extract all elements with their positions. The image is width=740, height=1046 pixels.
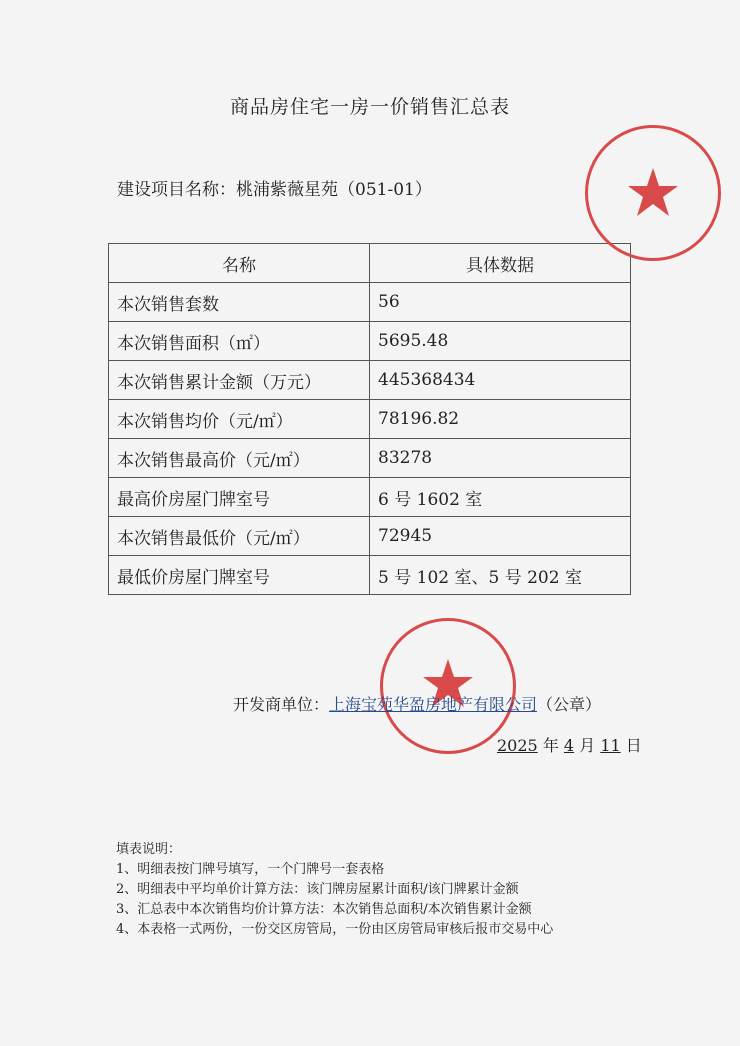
table-row — [109, 517, 631, 556]
table-row — [109, 556, 631, 595]
row-value: 5695.48 — [370, 322, 631, 361]
row-value: 72945 — [370, 517, 631, 556]
filling-notes — [116, 840, 553, 940]
developer-suffix: （公章） — [537, 695, 602, 714]
table-row — [109, 322, 631, 361]
row-value: 83278 — [370, 439, 631, 478]
page-title: 商品房住宅一房一价销售汇总表 — [229, 96, 510, 118]
note-item: 2、明细表中平均单价计算方法：该门牌房屋累计面积/该门牌累计金额 — [116, 882, 519, 897]
date-year-unit: 年 — [542, 736, 559, 755]
date-year: 2025 — [497, 736, 538, 755]
row-label: 本次销售最高价（元/㎡） — [109, 439, 370, 478]
table-row — [109, 361, 631, 400]
notes-heading: 填表说明： — [116, 842, 182, 857]
row-label: 本次销售累计金额（万元） — [109, 361, 370, 400]
date-day: 11 — [600, 736, 621, 755]
summary-table — [108, 243, 631, 595]
row-value: 445368434 — [370, 361, 631, 400]
table-row — [109, 283, 631, 322]
header-name: 名称 — [109, 244, 370, 283]
table-header-row — [109, 244, 631, 283]
note-item: 3、汇总表中本次销售均价计算方法：本次销售总面积/本次销售累计金额 — [116, 902, 532, 917]
developer-name: 上海宝苑华盈房地产有限公司 — [329, 695, 538, 714]
table-row — [109, 478, 631, 517]
row-label: 最低价房屋门牌室号 — [109, 556, 370, 595]
note-item: 4、本表格一式两份，一份交区房管局，一份由区房管局审核后报市交易中心 — [116, 922, 554, 937]
date-month-unit: 月 — [579, 736, 596, 755]
note-item: 1、明细表按门牌号填写，一个门牌号一套表格 — [116, 862, 385, 877]
table-row — [109, 400, 631, 439]
developer-line — [233, 692, 601, 715]
row-value: 5 号 102 室、5 号 202 室 — [370, 556, 631, 595]
project-name: 建设项目名称：桃浦紫薇星苑（051-01） — [117, 180, 432, 200]
signing-date — [497, 733, 642, 756]
table-row — [109, 439, 631, 478]
developer-prefix: 开发商单位： — [233, 695, 330, 714]
developer-seal — [380, 618, 516, 754]
date-month: 4 — [563, 736, 575, 755]
header-data: 具体数据 — [370, 244, 631, 283]
housing-bureau-seal — [585, 125, 721, 261]
row-label: 本次销售套数 — [109, 283, 370, 322]
seal-star-icon — [588, 128, 718, 258]
row-value: 6 号 1602 室 — [370, 478, 631, 517]
row-value: 56 — [370, 283, 631, 322]
row-label: 本次销售面积（㎡） — [109, 322, 370, 361]
seal-star-icon — [383, 621, 513, 751]
date-day-unit: 日 — [625, 736, 642, 755]
row-label: 最高价房屋门牌室号 — [109, 478, 370, 517]
row-value: 78196.82 — [370, 400, 631, 439]
row-label: 本次销售最低价（元/㎡） — [109, 517, 370, 556]
row-label: 本次销售均价（元/㎡） — [109, 400, 370, 439]
